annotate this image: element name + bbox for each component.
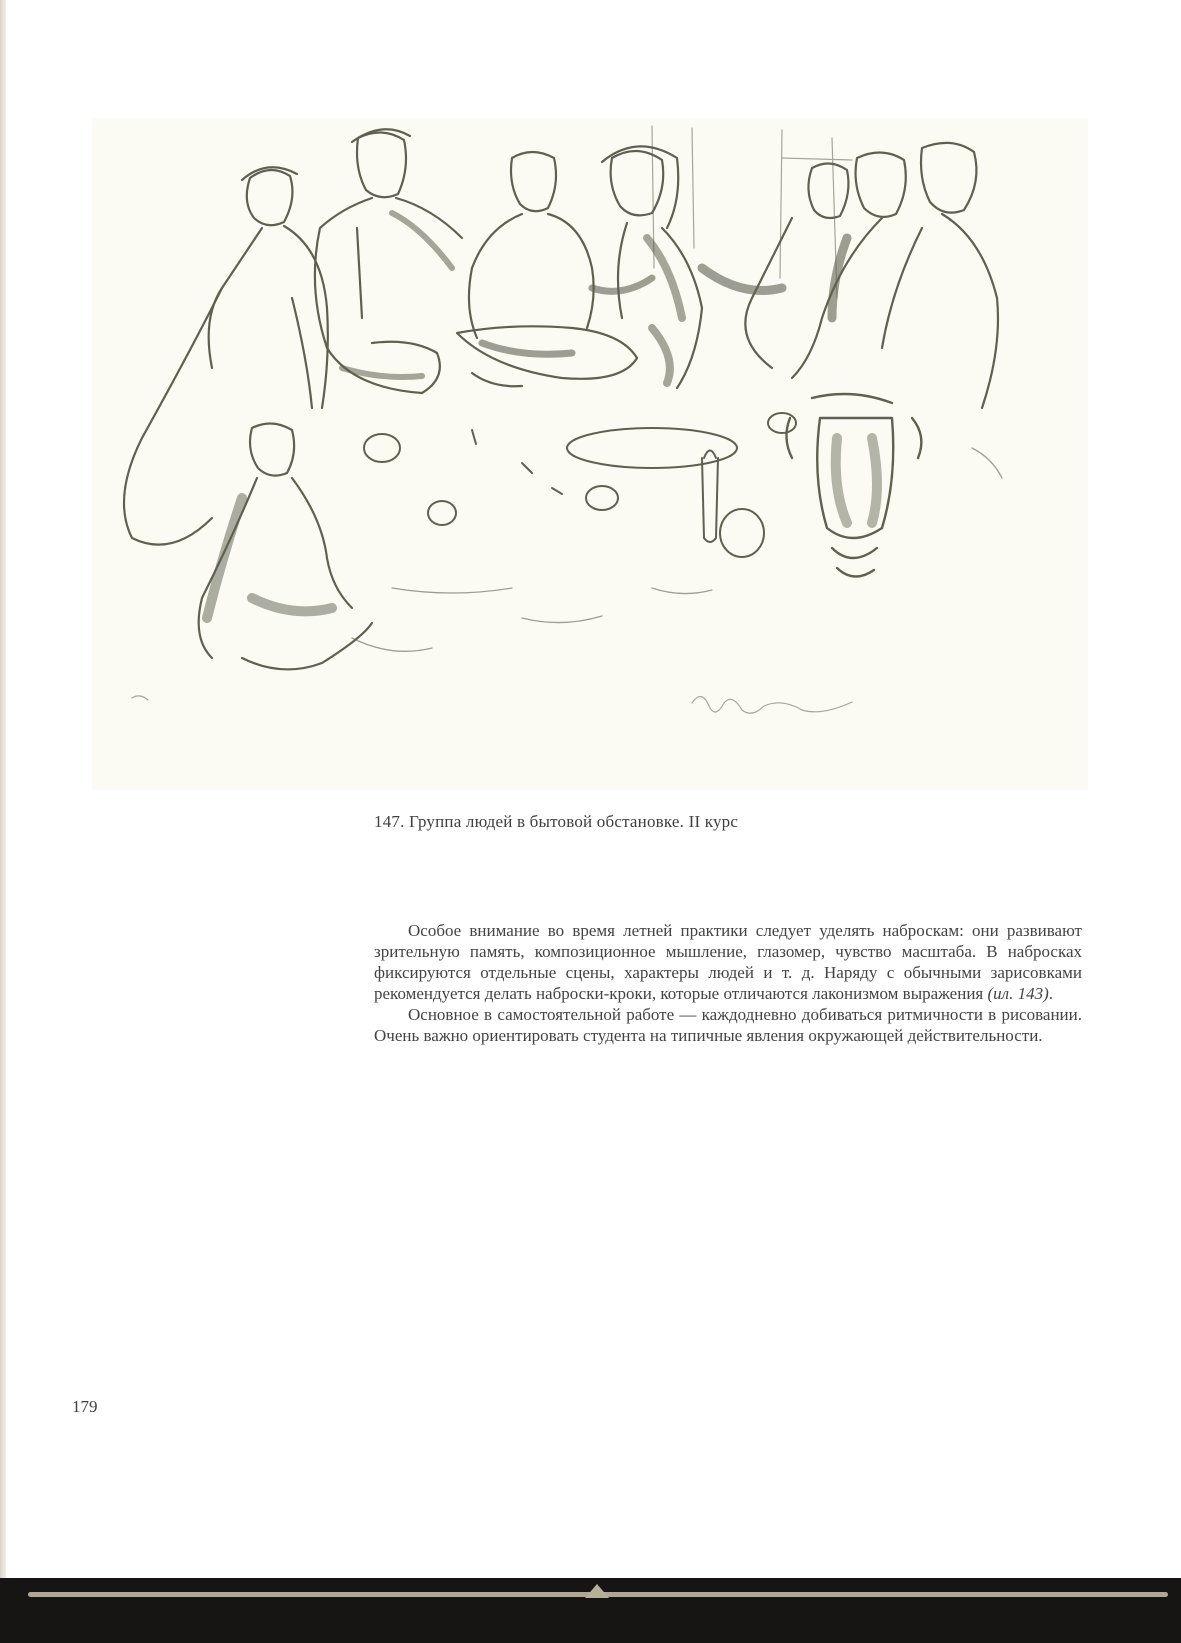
sketch-illustration xyxy=(92,118,1088,790)
page-edge-shadow xyxy=(0,0,6,1643)
sketch-drawing xyxy=(92,118,1088,790)
binding-mark-icon xyxy=(585,1584,609,1598)
book-binding-strip xyxy=(0,1578,1181,1643)
figure-caption: 147. Группа людей в бытовой обстановке. II курс xyxy=(374,812,739,831)
illustration-reference: (ил. 143) xyxy=(987,984,1049,1003)
paragraph-2: Основное в самостоятельной работе — каждодневно добиваться ритмичности в рисовании. Очень важно ориентировать студента на типичные явления окружающей действительности. xyxy=(374,1005,1082,1045)
paragraph-1 xyxy=(374,920,1082,1004)
paragraph-1-end: . xyxy=(1048,984,1053,1003)
paragraph-1-text: Особое внимание во время летней практики следует уделять наброскам: они развивают зрительную память, композиционное мышление, глазомер, чувство масштаба. В набросках фиксируются отдельные сцены, характеры людей и т. д. Наряду с обычными зарисовками рекомендуется делать наброски-кроки, которые отличаются лаконизмом выражения xyxy=(374,921,1082,1003)
body-text xyxy=(374,920,1082,1046)
page-number: 179 xyxy=(72,1397,98,1416)
